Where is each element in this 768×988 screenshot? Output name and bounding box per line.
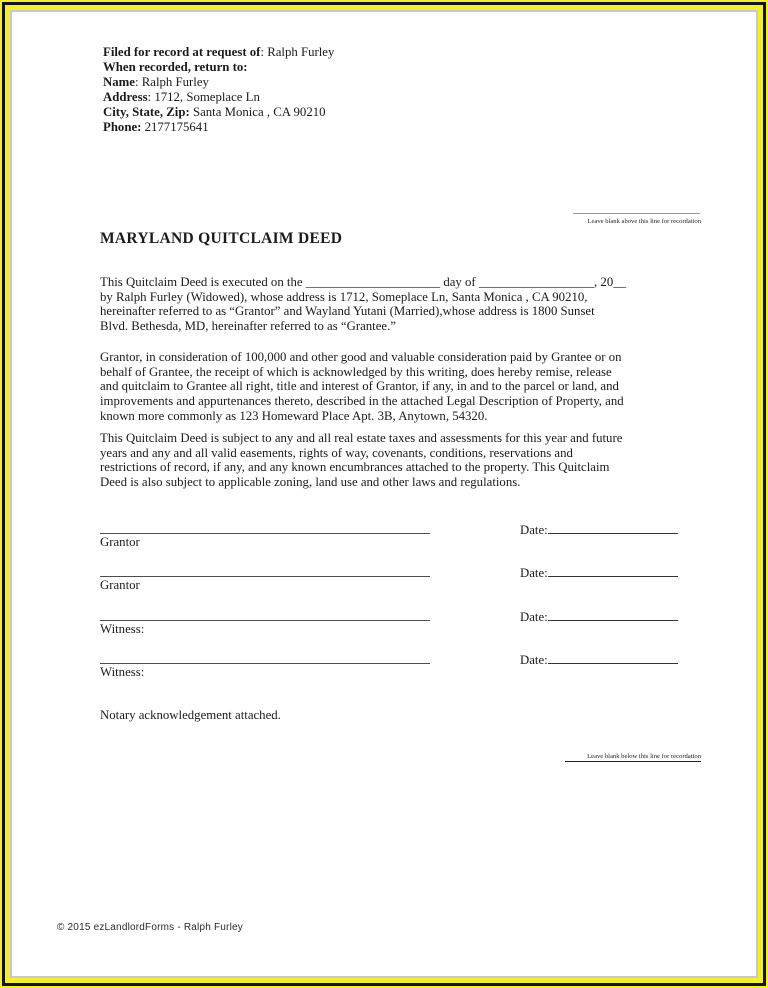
document-page xyxy=(12,12,756,976)
body-line: known more commonly as 123 Homeward Place Apt. 3B, Anytown, 54320. xyxy=(100,408,488,423)
header-label: Filed for record at request of xyxy=(103,45,261,59)
header-value: Santa Monica , CA 90210 xyxy=(189,104,326,119)
signature-line xyxy=(100,663,430,664)
signature-label: Grantor xyxy=(100,535,140,549)
signature-row-witness-1 xyxy=(100,608,712,650)
signature-row-grantor-1 xyxy=(100,521,712,563)
body-line: restrictions of record, if any, and any known encumbrances attached to the property. This Quitclaim xyxy=(100,460,610,475)
date-label: Date: xyxy=(520,566,548,580)
recording-header-block xyxy=(103,45,334,134)
header-label: Phone: xyxy=(103,119,142,134)
body-line: Deed is also subject to applicable zoning, land use and other laws and regulations. xyxy=(100,475,521,490)
header-label: Name xyxy=(103,74,135,89)
header-label: Address xyxy=(103,89,148,104)
date-field xyxy=(520,521,678,538)
recordation-top-note: Leave blank above this line for recordation xyxy=(587,218,701,225)
body-line: years and any and all valid easements, rights of way, covenants, conditions, reservations and xyxy=(100,445,573,460)
recordation-bottom-note: Leave blank below this line for recordation xyxy=(565,753,701,762)
body-line: behalf of Grantee, the receipt of which is acknowledged by this writing, does hereby remise, release xyxy=(100,364,612,379)
black-border xyxy=(2,2,766,986)
paragraph-subject-to xyxy=(100,431,622,490)
document-title: MARYLAND QUITCLAIM DEED xyxy=(100,230,343,247)
date-field xyxy=(520,564,678,581)
date-line xyxy=(548,564,678,577)
paragraph-consideration xyxy=(100,350,624,424)
header-label: City, State, Zip: xyxy=(103,104,190,119)
notary-note: Notary acknowledgement attached. xyxy=(100,708,281,722)
date-label: Date: xyxy=(520,610,548,624)
header-line xyxy=(103,90,334,105)
signature-label: Witness: xyxy=(100,622,145,636)
header-line xyxy=(103,60,334,75)
body-line: Blvd. Bethesda, MD, hereinafter referred to as “Grantee.” xyxy=(100,319,396,334)
body-line: improvements and appurtenances thereto, described in the attached Legal Description of Property, and xyxy=(100,394,624,409)
date-line xyxy=(548,651,678,664)
header-line xyxy=(103,75,334,90)
signature-row-grantor-2 xyxy=(100,564,712,606)
recordation-top-line xyxy=(573,213,700,214)
signature-line xyxy=(100,576,430,577)
header-label: When recorded, return to: xyxy=(103,59,248,74)
header-value: : Ralph Furley xyxy=(134,74,209,89)
header-line xyxy=(103,120,334,135)
signature-label: Grantor xyxy=(100,578,140,592)
signature-line xyxy=(100,620,430,621)
body-line: Grantor, in consideration of 100,000 and other good and valuable consideration paid by Grantee or on xyxy=(100,350,622,364)
date-label: Date: xyxy=(520,523,548,537)
date-label: Date: xyxy=(520,653,548,667)
date-line xyxy=(548,521,678,534)
header-line xyxy=(103,105,334,120)
body-line: and quitclaim to Grantee all right, title and interest of Grantor, if any, in and to the parcel or land, and xyxy=(100,379,619,394)
signature-label: Witness: xyxy=(100,665,145,679)
date-field xyxy=(520,651,678,668)
signature-row-witness-2 xyxy=(100,651,712,693)
signature-line xyxy=(100,533,430,534)
recordation-bottom-container xyxy=(472,753,701,760)
body-line: hereinafter referred to as “Grantor” and Wayland Yutani (Married),whose address is 1800 Sunset xyxy=(100,304,595,319)
inner-yellow-border xyxy=(5,5,763,983)
body-line: This Quitclaim Deed is executed on the _____________________ day of __________________, 20__ xyxy=(100,275,627,289)
footer-credit: © 2015 ezLandlordForms - Ralph Furley xyxy=(57,922,243,933)
header-line xyxy=(103,45,334,60)
inner-gray-line xyxy=(10,10,758,978)
header-value: : 1712, Someplace Ln xyxy=(147,89,260,104)
header-value: 2177175641 xyxy=(141,119,209,134)
header-value: : Ralph Furley xyxy=(260,45,335,59)
paragraph-execution xyxy=(100,275,626,334)
body-line: This Quitclaim Deed is subject to any and all real estate taxes and assessments for this year and future xyxy=(100,431,623,445)
date-field xyxy=(520,608,678,625)
body-line: by Ralph Furley (Widowed), whose address is 1712, Someplace Ln, Santa Monica , CA 90210, xyxy=(100,289,588,304)
date-line xyxy=(548,608,678,621)
